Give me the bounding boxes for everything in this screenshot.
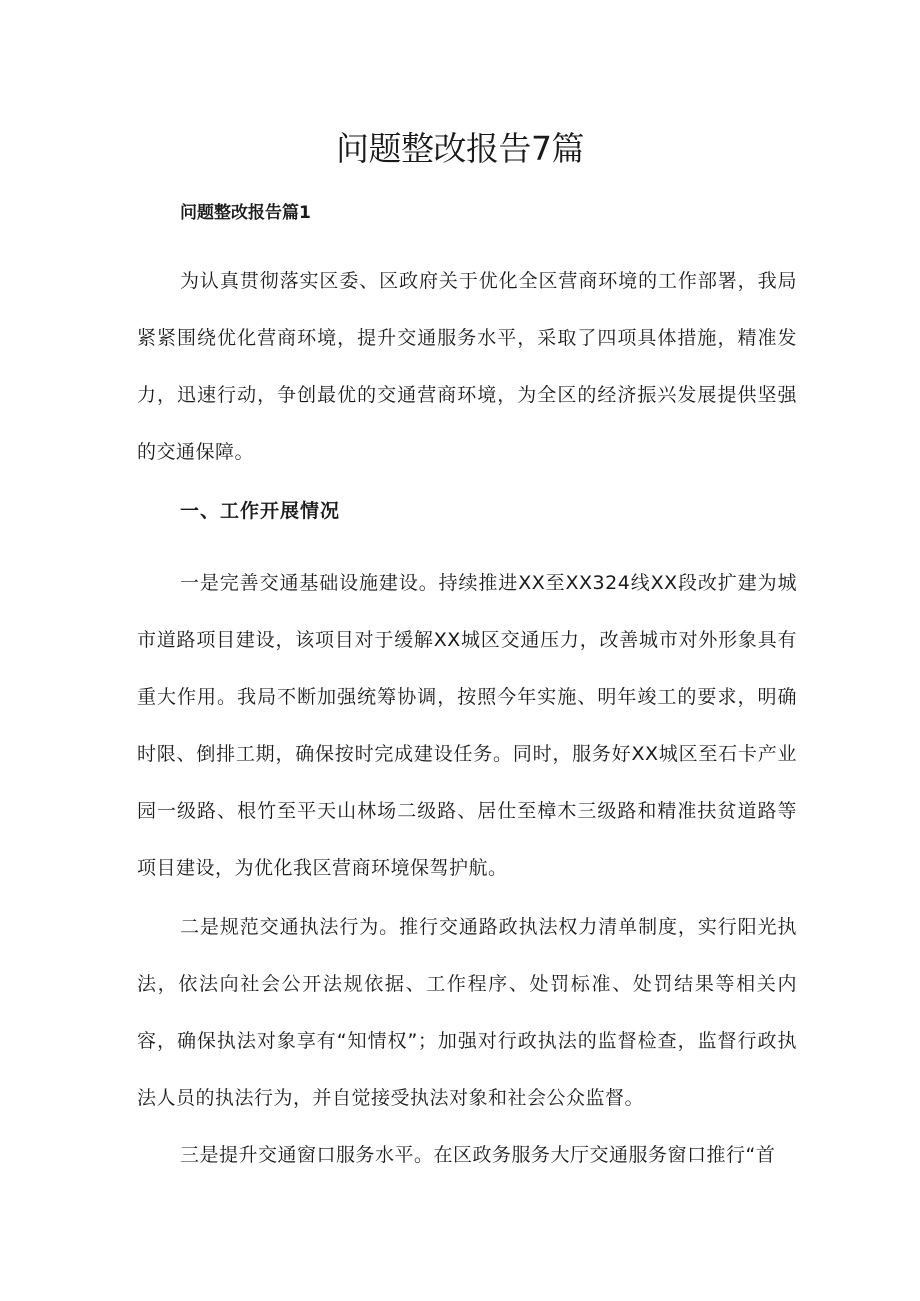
document-title: 问题整改报告7篇 — [336, 129, 584, 168]
paragraph-enforcement: 二是规范交通执法行为。推行交通路政执法权力清单制度，实行阳光执法，依法向社会公开法规依据、工作程序、处罚标准、处罚结果等相关内容，确保执法对象享有“知情权”；加强对行政执法的监督检查，监督行政执法人员的执法行为，并自觉接受执法对象和社会公众监督。 — [137, 916, 797, 1109]
paragraph-infrastructure: 一是完善交通基础设施建设。持续推进XX至XX324线XX段改扩建为城市道路项目建设，该项目对于缓解XX城区交通压力，改善城市对外形象具有重大作用。我局不断加强统筹协调，按照今年实施、明年竣工的要求，明确时限、倒排工期，确保按时完成建设任务。同时，服务好XX城区至石卡产业园一级路、根竹至平天山林场二级路、居仕至樟木三级路和精准扶贫道路等项目建设，为优化我区营商环境保驾护航。 — [137, 572, 797, 879]
paragraph-service-window: 三是提升交通窗口服务水平。在区政务服务大厅交通服务窗口推行“首 — [180, 1144, 776, 1166]
section-heading: 一、工作开展情况 — [180, 500, 341, 522]
paragraph-intro: 为认真贯彻落实区委、区政府关于优化全区营商环境的工作部署，我局紧紧围绕优化营商环境，提升交通服务水平，采取了四项具体措施，精准发力，迅速行动，争创最优的交通营商环境，为全区的经济振兴发展提供坚强的交通保障。 — [137, 270, 797, 463]
document-subtitle: 问题整改报告篇1 — [180, 203, 311, 223]
